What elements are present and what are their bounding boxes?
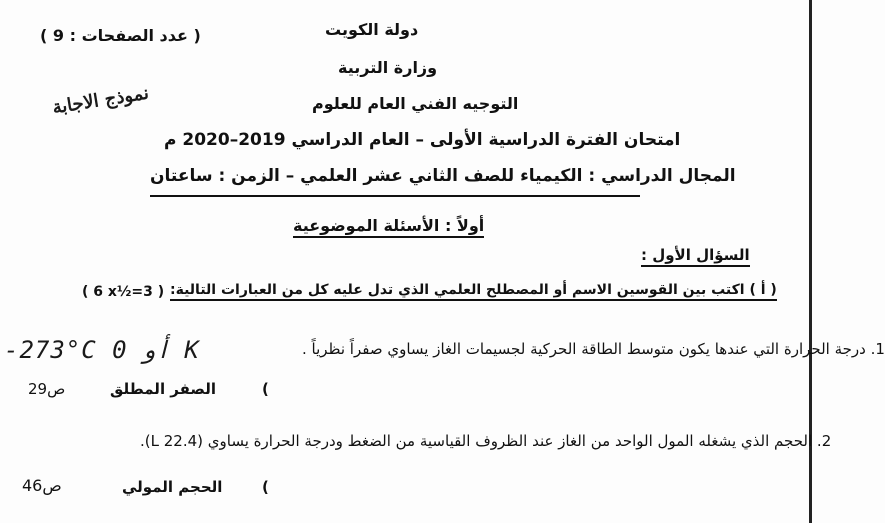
exam-title: امتحان الفترة الدراسية الأولى – العام الدراسي 2019–2020 م <box>164 130 681 150</box>
marks-allocation: ( 6 x½=3 ) <box>82 284 165 300</box>
answer-1: الصفر المطلق <box>110 380 216 398</box>
answer-model-stamp: نموذج الاجابة <box>50 82 151 119</box>
instruction-text: ( أ ) اكتب بين القوسين الاسم أو المصطلح العلمي الذي تدل عليه كل من العبارات التالية: <box>170 282 777 298</box>
ministry-name: وزارة التربية <box>338 58 438 77</box>
answer-1-paren: ( <box>262 380 269 398</box>
country-name: دولة الكويت <box>325 20 419 39</box>
question-one-label: السؤال الأول : <box>641 246 750 264</box>
header-divider <box>150 195 640 197</box>
page-count: ( عدد الصفحات : 9 ) <box>40 26 201 45</box>
question-1-text: 1. درجة الحرارة التي عندها يكون متوسط الطاقة الحركية لجسيمات الغاز يساوي صفراً نظرياً . <box>302 340 885 358</box>
page-ref-2: ص46 <box>22 476 62 495</box>
handwritten-answer-1: -273°C أو 0 K <box>4 336 200 364</box>
department-name: التوجيه الفني العام للعلوم <box>312 94 519 113</box>
answer-2-paren: ( <box>262 478 269 496</box>
question-2-text: 2. الحجم الذي يشغله المول الواحد من الغاز عند الظروف القياسية من الضغط ودرجة الحرارة يساوي (22.4 L). <box>140 432 832 450</box>
section-title: أولاً : الأسئلة الموضوعية <box>293 216 484 235</box>
answer-2: الحجم المولي <box>122 478 223 496</box>
page-ref-1: ص29 <box>28 380 66 398</box>
subject-line: المجال الدراسي : الكيمياء للصف الثاني عشر العلمي – الزمن : ساعتان <box>150 166 736 186</box>
